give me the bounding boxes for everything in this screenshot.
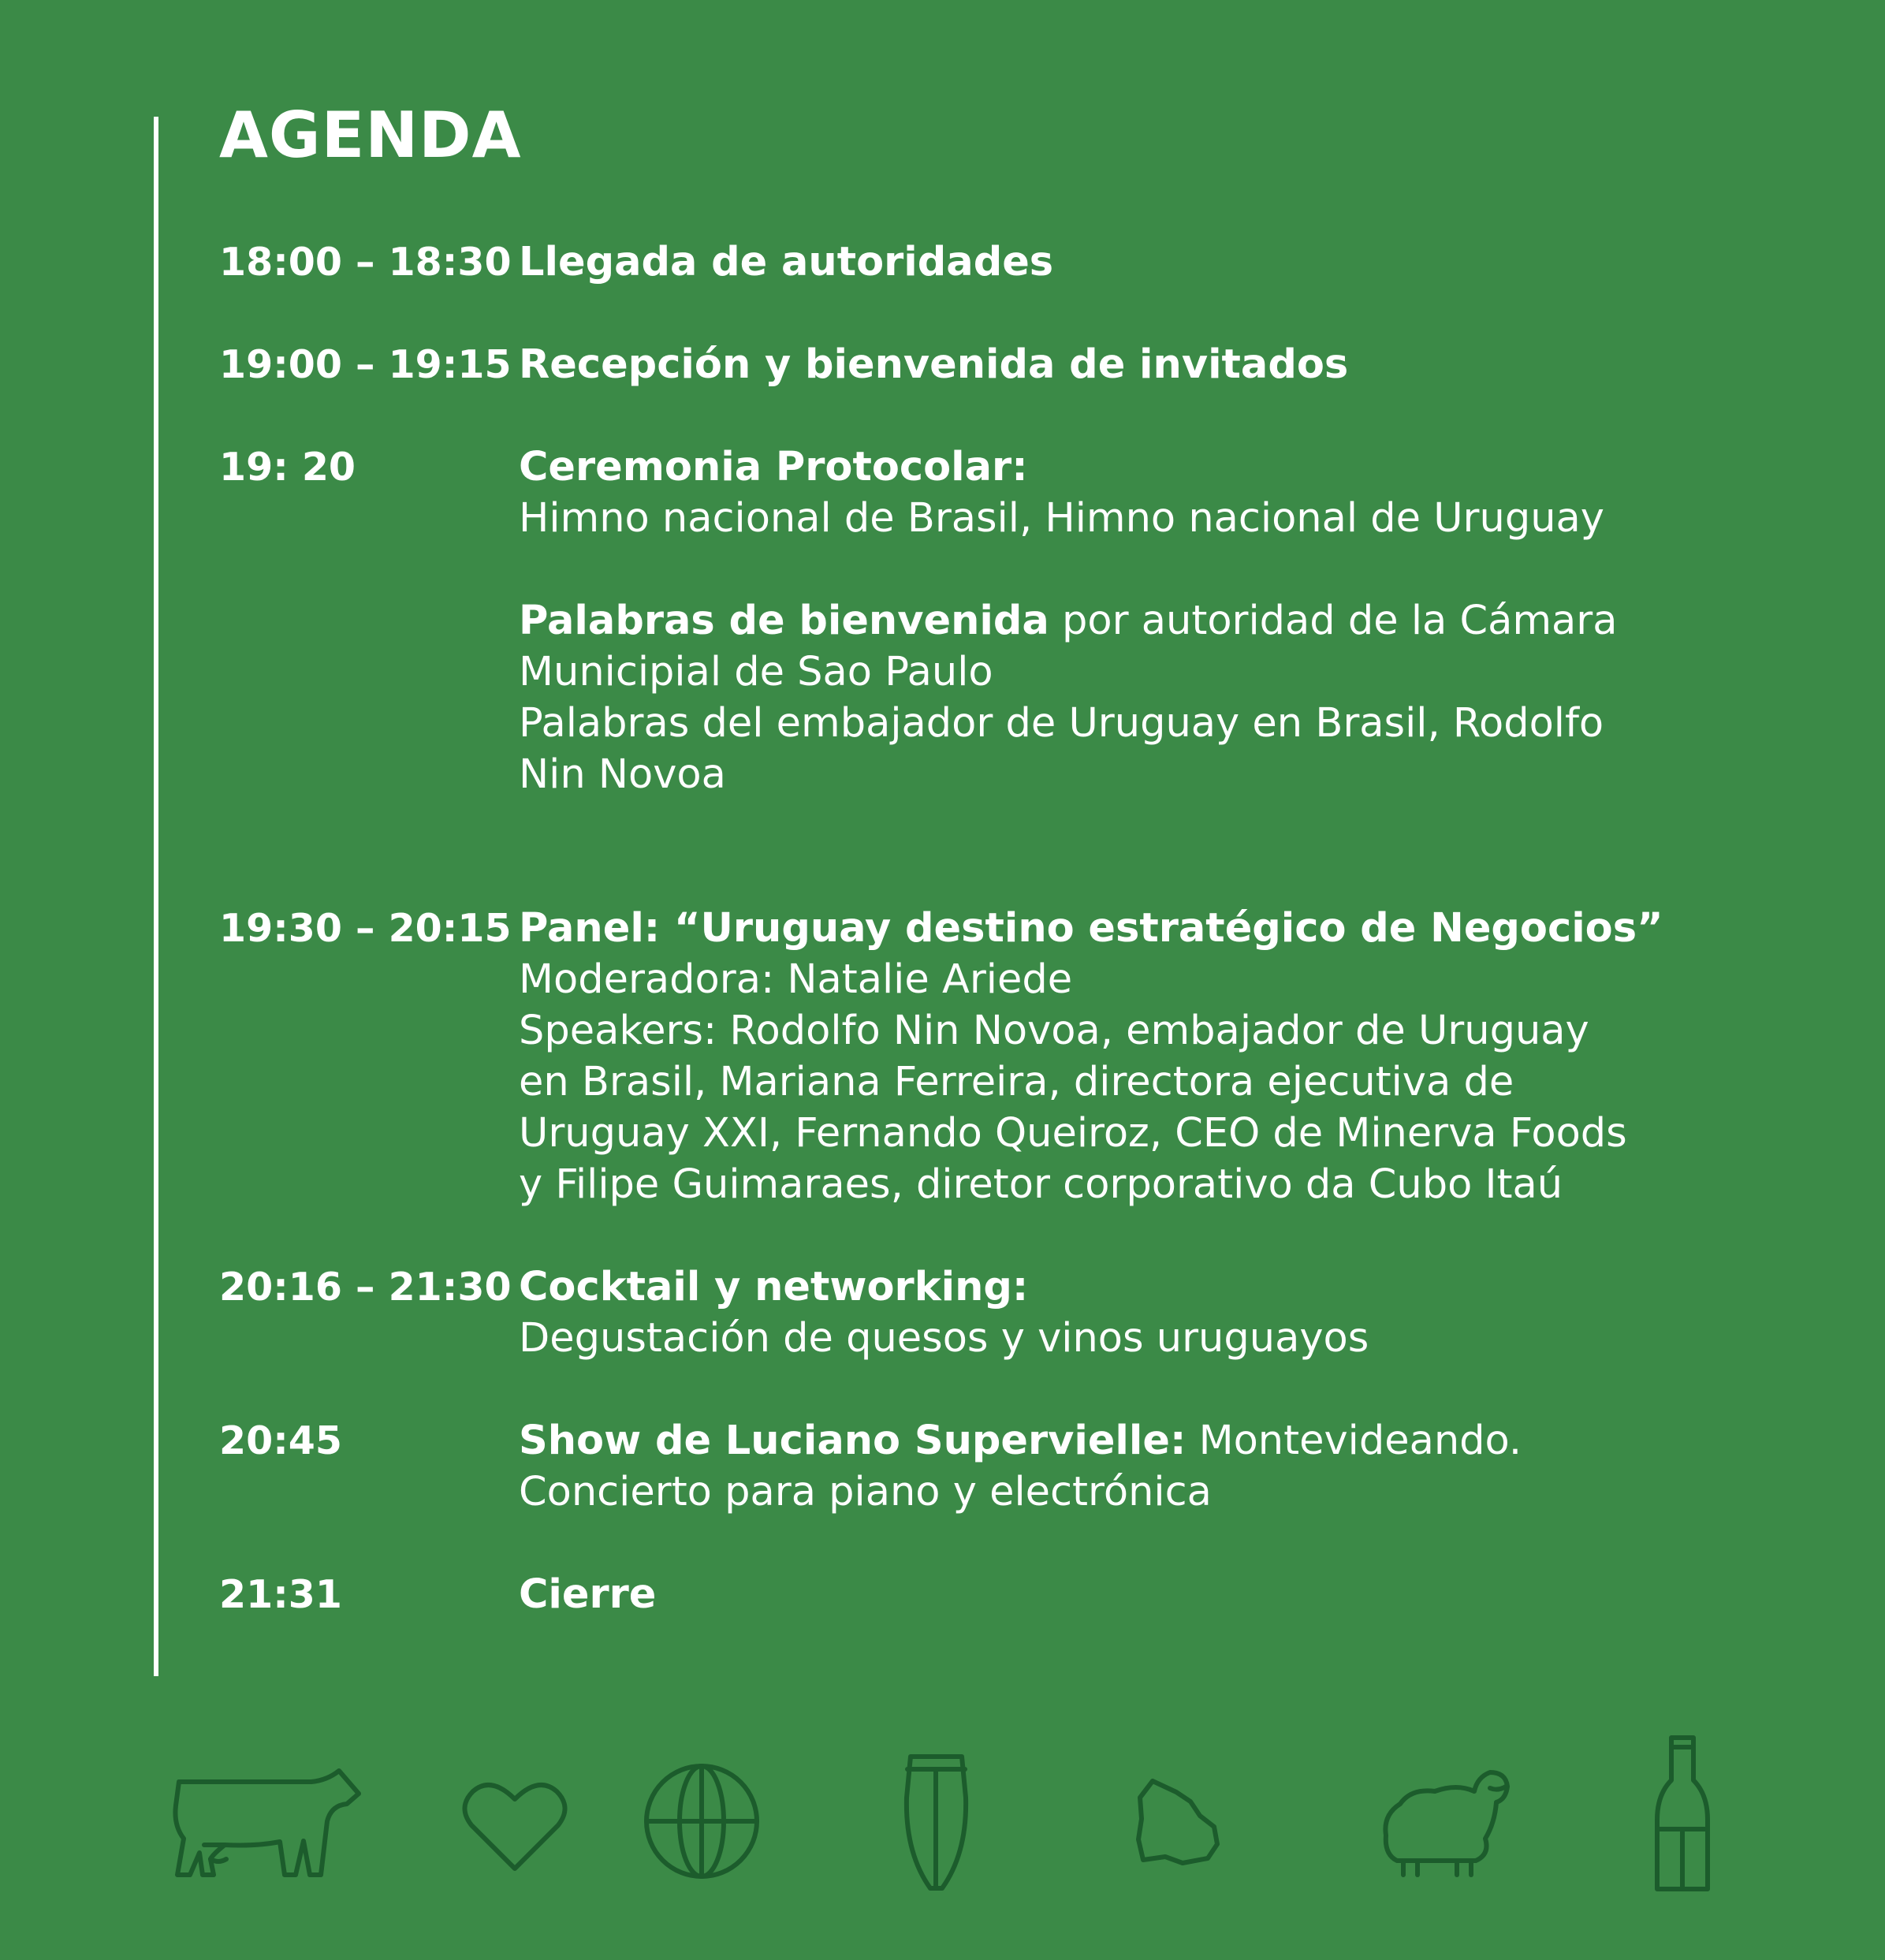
agenda-time: 20:16 – 21:30 bbox=[219, 1265, 512, 1310]
cow-icon bbox=[170, 1766, 367, 1884]
agenda-heading: Ceremonia Protocolar: bbox=[519, 444, 1028, 490]
agenda-time: 20:45 bbox=[219, 1418, 342, 1463]
agenda-body bbox=[519, 339, 1885, 390]
agenda-heading: Show de Luciano Supervielle: bbox=[519, 1418, 1187, 1464]
agenda-detail: Palabras del embajador de Uruguay en Brasil, Rodolfo bbox=[519, 700, 1604, 747]
agenda-heading: Llegada de autoridades bbox=[519, 239, 1054, 285]
agenda-detail-mixed bbox=[519, 595, 1885, 647]
icon-strip bbox=[0, 1719, 1885, 1908]
agenda-time: 19:30 – 20:15 bbox=[219, 906, 512, 951]
heart-icon bbox=[464, 1782, 566, 1872]
mate-cup-icon bbox=[903, 1750, 970, 1892]
sheep-icon bbox=[1380, 1766, 1514, 1880]
agenda-heading: Recepción y bienvenida de invitados bbox=[519, 341, 1349, 388]
agenda-body bbox=[519, 442, 1885, 800]
bottle-icon bbox=[1654, 1735, 1711, 1892]
agenda-time: 18:00 – 18:30 bbox=[219, 240, 512, 285]
agenda-body bbox=[519, 1415, 1885, 1518]
agenda-detail: y Filipe Guimaraes, diretor corporativo da Cubo Itaú bbox=[519, 1161, 1563, 1208]
agenda-body bbox=[519, 903, 1885, 1210]
agenda-detail: Speakers: Rodolfo Nin Novoa, embajador de Uruguay bbox=[519, 1008, 1589, 1054]
agenda-subheading: Palabras de bienvenida bbox=[519, 598, 1049, 644]
agenda-detail: Municipial de Sao Paulo bbox=[519, 649, 993, 695]
agenda-detail: Nin Novoa bbox=[519, 751, 726, 798]
uruguay-map-icon bbox=[1135, 1778, 1222, 1869]
agenda-heading: Cierre bbox=[519, 1571, 657, 1618]
agenda-detail: Uruguay XXI, Fernando Queiroz, CEO de Minerva Foods bbox=[519, 1110, 1627, 1157]
agenda-detail: en Brasil, Mariana Ferreira, directora ejecutiva de bbox=[519, 1059, 1514, 1105]
page-title: AGENDA bbox=[219, 99, 522, 172]
globe-icon bbox=[643, 1762, 761, 1880]
agenda-body bbox=[519, 237, 1885, 288]
agenda-detail: Himno nacional de Brasil, Himno nacional de Uruguay bbox=[519, 495, 1604, 542]
agenda-detail: por autoridad de la Cámara bbox=[1049, 598, 1618, 644]
agenda-time: 19: 20 bbox=[219, 445, 356, 490]
agenda-heading: Panel: “Uruguay destino estratégico de Negocios” bbox=[519, 905, 1663, 952]
agenda-detail: Degustación de quesos y vinos uruguayos bbox=[519, 1315, 1369, 1362]
agenda-body bbox=[519, 1569, 1885, 1620]
agenda-body bbox=[519, 1261, 1885, 1364]
agenda-detail: Moderadora: Natalie Ariede bbox=[519, 956, 1073, 1003]
agenda-detail: Concierto para piano y electrónica bbox=[519, 1469, 1212, 1515]
agenda-heading: Cocktail y networking: bbox=[519, 1264, 1029, 1310]
agenda-time: 19:00 – 19:15 bbox=[219, 342, 512, 387]
agenda-detail: Montevideando. bbox=[1186, 1418, 1522, 1464]
agenda-time: 21:31 bbox=[219, 1572, 342, 1617]
agenda-detail-mixed bbox=[519, 1415, 1885, 1466]
vertical-divider bbox=[154, 117, 158, 1676]
